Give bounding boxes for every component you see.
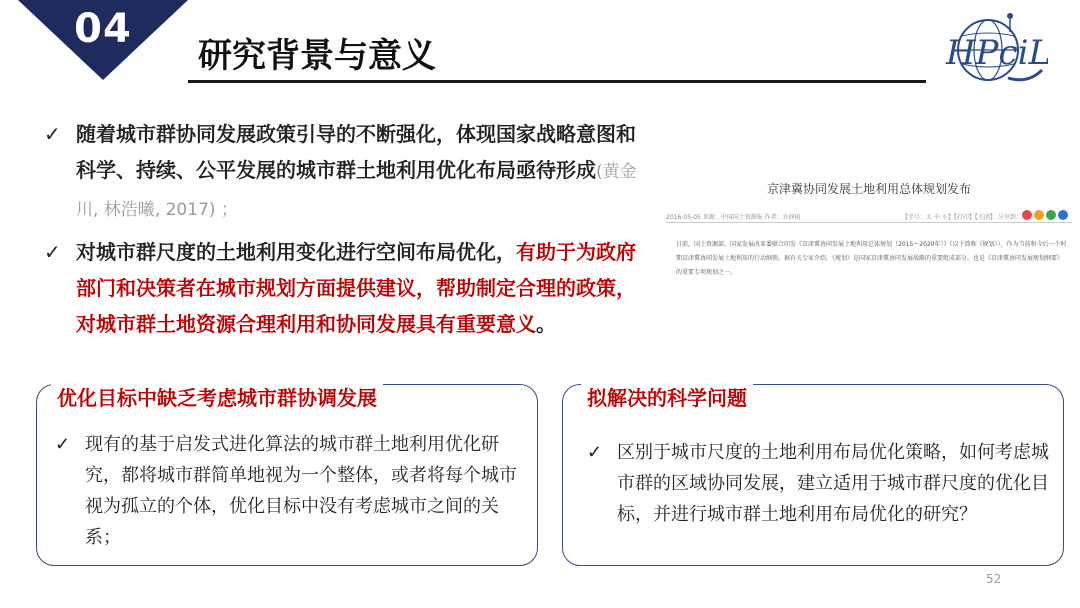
- check-icon: ✓: [55, 434, 71, 455]
- wechat-share-icon: [1046, 210, 1056, 220]
- more-share-icon: [1058, 210, 1068, 220]
- check-icon: ✓: [44, 122, 61, 146]
- bullet-text: 对城市群尺度的土地利用变化进行空间布局优化，: [76, 240, 516, 264]
- bullet-item: [44, 116, 654, 228]
- title-divider: [188, 80, 926, 83]
- problem-text-block: [55, 429, 525, 553]
- weibo-share-icon: [1022, 210, 1032, 220]
- section-number: 04: [74, 6, 132, 52]
- news-divider: [666, 222, 1072, 223]
- problem-heading: 优化目标中缺乏考虑城市群协调发展: [51, 382, 383, 411]
- bullet-item: [44, 234, 654, 342]
- background-bullets: [44, 116, 654, 342]
- hpcil-logo: [938, 8, 1048, 86]
- svg-text:HPciL: HPciL: [946, 33, 1048, 73]
- check-icon: ✓: [587, 442, 603, 463]
- news-meta: 2016-05-05 来源：中国国土资源报 作者：乔润雨: [666, 214, 801, 221]
- bullet-highlight: 有助于为政府部门和决策者在城市规划方面提供建议，帮助制定合理的政策，对城市群土地资源合理利用和协同发展具有重要意义: [76, 240, 636, 336]
- bullet-end: 。: [536, 312, 556, 336]
- news-tools: 【字号：大 中 小】【打印】【关闭】 分享到：: [902, 214, 1022, 221]
- question-box: [562, 384, 1064, 566]
- qzone-share-icon: [1034, 210, 1044, 220]
- problem-box: [36, 384, 538, 566]
- news-body: 日前，国土资源部、国家发展改革委联合印发《京津冀协同发展土地利用总体规划（2015～2020年）》（以下简称《规划》），作为当前和今后一个时期京津冀协同发展土地利用的行动纲领。据有关专家介绍，《规划》是国家京津冀协同发展战略的重要组成部分，也是《京津冀协同发展规划纲要》的重要专项规划之一。: [676, 241, 1067, 276]
- bullet-citation: (黄金川, 林浩曦, 2017) ；: [76, 162, 637, 220]
- news-screenshot: [666, 170, 1072, 290]
- page-title: 研究背景与意义: [198, 36, 436, 76]
- section-badge: [18, 0, 188, 80]
- question-text-block: [587, 437, 1057, 530]
- question-heading: 拟解决的科学问题: [581, 382, 753, 411]
- page-number: 52: [986, 572, 1002, 586]
- news-title: 京津冀协同发展土地利用总体规划发布: [766, 182, 971, 196]
- question-text: 区别于城市尺度的土地利用布局优化策略，如何考虑城市群的区域协同发展，建立适用于城市群尺度的优化目标，并进行城市群土地利用布局优化的研究？: [617, 442, 1049, 525]
- check-icon: ✓: [44, 240, 61, 264]
- bullet-text: 随着城市群协同发展政策引导的不断强化，体现国家战略意图和科学、持续、公平发展的城市群土地利用优化布局亟待形成: [76, 122, 636, 182]
- problem-text: 现有的基于启发式进化算法的城市群土地利用优化研究，都将城市群简单地视为一个整体，或者将每个城市视为孤立的个体，优化目标中没有考虑城市之间的关系；: [85, 434, 517, 548]
